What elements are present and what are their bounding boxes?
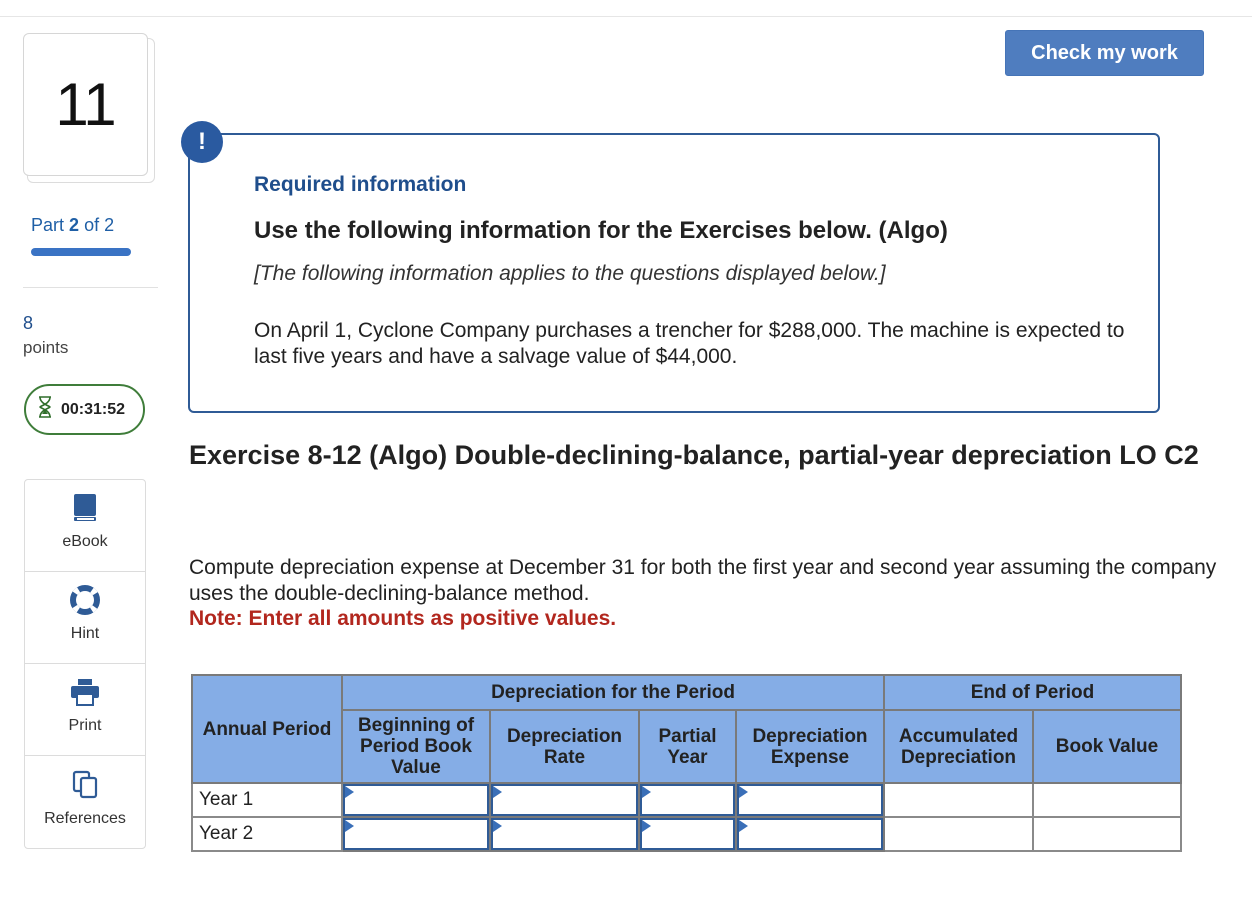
partial-year-input[interactable] <box>640 818 735 850</box>
top-divider <box>0 16 1252 17</box>
row-label: Year 1 <box>192 783 342 817</box>
printer-icon <box>70 677 100 707</box>
timer[interactable] <box>24 384 145 435</box>
check-my-work-button[interactable]: Check my work <box>1005 30 1204 76</box>
left-divider <box>23 287 158 288</box>
depreciation-rate-input[interactable] <box>491 784 638 816</box>
required-info-heading: Use the following information for the Exercises below. (Algo) <box>254 217 948 244</box>
expense-cell[interactable] <box>736 817 884 851</box>
col-beginning-value: Beginning of Period Book Value <box>342 710 490 783</box>
beginning-value-input[interactable] <box>343 784 489 816</box>
part-indicator: Part 2 of 2 <box>31 215 115 235</box>
accumulated-depreciation-cell <box>884 817 1033 851</box>
partial-year-input[interactable] <box>640 784 735 816</box>
depreciation-rate-input[interactable] <box>491 818 638 850</box>
ebook-label: eBook <box>62 533 108 550</box>
references-label: References <box>44 810 126 827</box>
required-info-body: On April 1, Cyclone Company purchases a trencher for $288,000. The machine is expected to last five years and have a salvage value of $44,000. <box>254 319 1125 368</box>
col-depreciation-rate: Depreciation Rate <box>490 710 639 783</box>
rate-cell[interactable] <box>490 817 639 851</box>
points-label: points <box>23 338 69 357</box>
hint-label: Hint <box>70 625 100 642</box>
book-icon <box>72 493 98 523</box>
ebook-button[interactable] <box>25 480 145 572</box>
depreciation-table <box>191 674 1182 852</box>
table-row <box>192 817 1181 851</box>
table-row <box>192 783 1181 817</box>
part-current: 2 <box>69 215 80 235</box>
exercise-title: Exercise 8-12 (Algo) Double-declining-balance, partial-year depreciation LO C2 <box>189 440 1199 470</box>
beginning-value-cell[interactable] <box>342 783 490 817</box>
beginning-value-cell[interactable] <box>342 817 490 851</box>
question-number: 11 <box>55 71 116 138</box>
expense-cell[interactable] <box>736 783 884 817</box>
required-info-title: Required information <box>254 173 467 196</box>
references-button[interactable] <box>25 756 145 848</box>
print-label: Print <box>68 717 102 734</box>
copy-icon <box>71 770 99 800</box>
part-total: of 2 <box>84 215 115 235</box>
exercise-instructions: Compute depreciation expense at December 31 for both the first year and second year assuming the company uses the double-declining-balance method. <box>189 556 1217 605</box>
group-end-header: End of Period <box>884 675 1181 710</box>
depreciation-expense-input[interactable] <box>737 818 883 850</box>
tools-panel <box>24 479 146 849</box>
question-number-card[interactable] <box>23 33 148 176</box>
book-value-cell <box>1033 783 1181 817</box>
beginning-value-input[interactable] <box>343 818 489 850</box>
group-depreciation-header: Depreciation for the Period <box>342 675 884 710</box>
part-progress-bar <box>31 248 131 256</box>
depreciation-expense-input[interactable] <box>737 784 883 816</box>
timer-value: 00:31:52 <box>61 400 126 418</box>
print-button[interactable] <box>25 664 145 756</box>
book-value-cell <box>1033 817 1181 851</box>
rate-cell[interactable] <box>490 783 639 817</box>
exercise-note: Note: Enter all amounts as positive values. <box>189 607 617 630</box>
col-depreciation-expense: Depreciation Expense <box>736 710 884 783</box>
accumulated-depreciation-cell <box>884 783 1033 817</box>
partial-year-cell[interactable] <box>639 783 736 817</box>
alert-icon: ! <box>181 121 223 163</box>
hint-button[interactable] <box>25 572 145 664</box>
row-label: Year 2 <box>192 817 342 851</box>
required-info-subtitle: [The following information applies to the questions displayed below.] <box>254 262 886 285</box>
partial-year-cell[interactable] <box>639 817 736 851</box>
col-accumulated-depreciation: Accumulated Depreciation <box>884 710 1033 783</box>
col-partial-year: Partial Year <box>639 710 736 783</box>
col-annual-period: Annual Period <box>192 675 342 783</box>
col-book-value: Book Value <box>1033 710 1181 783</box>
hourglass-icon <box>37 396 53 423</box>
points-value: 8 <box>23 313 34 333</box>
lifebuoy-icon <box>70 585 100 615</box>
